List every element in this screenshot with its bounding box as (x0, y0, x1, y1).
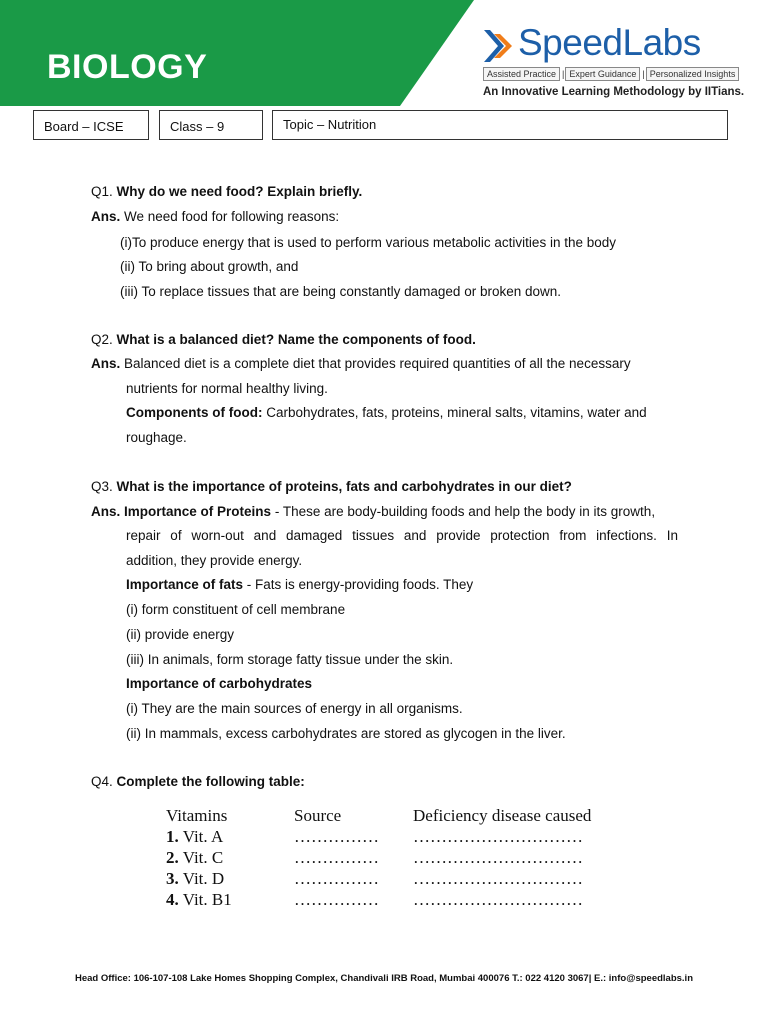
q2-text: What is a balanced diet? Name the components of food. (116, 332, 476, 347)
proteins-text: - These are body-building foods and help the body in its growth, (274, 504, 656, 519)
board-box: Board – ICSE (33, 110, 149, 140)
table-header-cell: Vitamins (166, 806, 228, 825)
logo-tagline: An Innovative Learning Methodology by IITians. (483, 86, 745, 98)
ans-label: Ans. (91, 504, 121, 519)
row-number: 1. (166, 827, 179, 846)
q1-number: Q1. (91, 184, 113, 199)
row-vitamin: Vit. A (182, 827, 224, 846)
fats-point: (iii) In animals, form storage fatty tissue under the skin. (126, 652, 454, 667)
q1-answer-intro: We need food for following reasons: (124, 209, 340, 224)
proteins-label: Importance of Proteins (124, 504, 272, 519)
q3-number: Q3. (91, 479, 113, 494)
class-box: Class – 9 (159, 110, 263, 140)
logo-arrow-icon (480, 26, 516, 66)
q3-answer (91, 504, 655, 520)
topic-box: Topic – Nutrition (272, 110, 728, 140)
row-number: 4. (166, 890, 179, 909)
carbs-point: (i) They are the main sources of energy in all organisms. (126, 701, 463, 716)
q2-answer (91, 356, 631, 372)
components-label: Components of food: (126, 405, 263, 420)
components-text: Carbohydrates, fats, proteins, mineral salts, vitamins, water and (266, 405, 647, 420)
q2-answer-line: Balanced diet is a complete diet that provides required quantities of all the necessary (124, 356, 631, 371)
carbs-label: Importance of carbohydrates (126, 676, 313, 691)
ans-label: Ans. (91, 356, 121, 371)
row-source-blank: …………… (294, 848, 379, 867)
footer-address: Head Office: 106-107-108 Lake Homes Shopping Complex, Chandivali IRB Road, Mumbai 400076 T.: 022 4120 3067| E.: info@speedlabs.in (74, 973, 693, 984)
table-header-cell: Source (294, 806, 342, 825)
fats-point: (i) form constituent of cell membrane (126, 602, 346, 617)
row-vitamin: Vit. D (182, 869, 225, 888)
q3-question (91, 479, 572, 495)
q4-number: Q4. (91, 774, 113, 789)
q2-answer-line: nutrients for normal healthy living. (126, 381, 328, 396)
row-source-blank: …………… (294, 869, 379, 888)
q1-text: Why do we need food? Explain briefly. (116, 184, 363, 199)
carbs-point: (ii) In mammals, excess carbohydrates are stored as glycogen in the liver. (126, 726, 566, 741)
fats-label: Importance of fats (126, 577, 244, 592)
q2-components (126, 405, 647, 421)
row-disease-blank: ………………………… (413, 869, 583, 888)
q1-answer (91, 209, 339, 225)
fats-heading (126, 577, 473, 593)
q1-question (91, 184, 362, 200)
q1-point: (i)To produce energy that is used to perform various metabolic activities in the body (120, 235, 616, 250)
proteins-text: addition, they provide energy. (126, 553, 303, 568)
q2-number: Q2. (91, 332, 113, 347)
q4-question (91, 774, 305, 790)
q1-point: (iii) To replace tissues that are being constantly damaged or broken down. (120, 284, 561, 299)
fats-text: - Fats is energy-providing foods. They (246, 577, 474, 592)
fats-point: (ii) provide energy (126, 627, 235, 642)
row-number: 3. (166, 869, 179, 888)
row-vitamin: Vit. B1 (182, 890, 232, 909)
q4-text: Complete the following table: (116, 774, 305, 789)
logo-tag: Expert Guidance (565, 67, 640, 81)
row-number: 2. (166, 848, 179, 867)
row-disease-blank: ………………………… (413, 890, 583, 909)
row-disease-blank: ………………………… (413, 827, 583, 846)
logo-tags: Assisted Practice | Expert Guidance | Personalized Insights (483, 67, 740, 81)
proteins-text: repair of worn-out and damaged tissues and provide protection from infections. In (126, 528, 678, 543)
speedlabs-logo (480, 20, 745, 106)
q3-text: What is the importance of proteins, fats and carbohydrates in our diet? (116, 479, 572, 494)
ans-label: Ans. (91, 209, 121, 224)
carbs-heading (126, 676, 312, 692)
q1-point: (ii) To bring about growth, and (120, 259, 299, 274)
logo-wordmark: SpeedLabs (518, 22, 701, 63)
table-header-cell: Deficiency disease caused (413, 806, 592, 825)
q2-question (91, 332, 476, 348)
components-text: roughage. (126, 430, 187, 445)
logo-tag: Assisted Practice (483, 67, 560, 81)
row-vitamin: Vit. C (182, 848, 224, 867)
subject-title: BIOLOGY (47, 48, 208, 86)
row-source-blank: …………… (294, 890, 379, 909)
row-source-blank: …………… (294, 827, 379, 846)
row-disease-blank: ………………………… (413, 848, 583, 867)
logo-tag: Personalized Insights (646, 67, 740, 81)
